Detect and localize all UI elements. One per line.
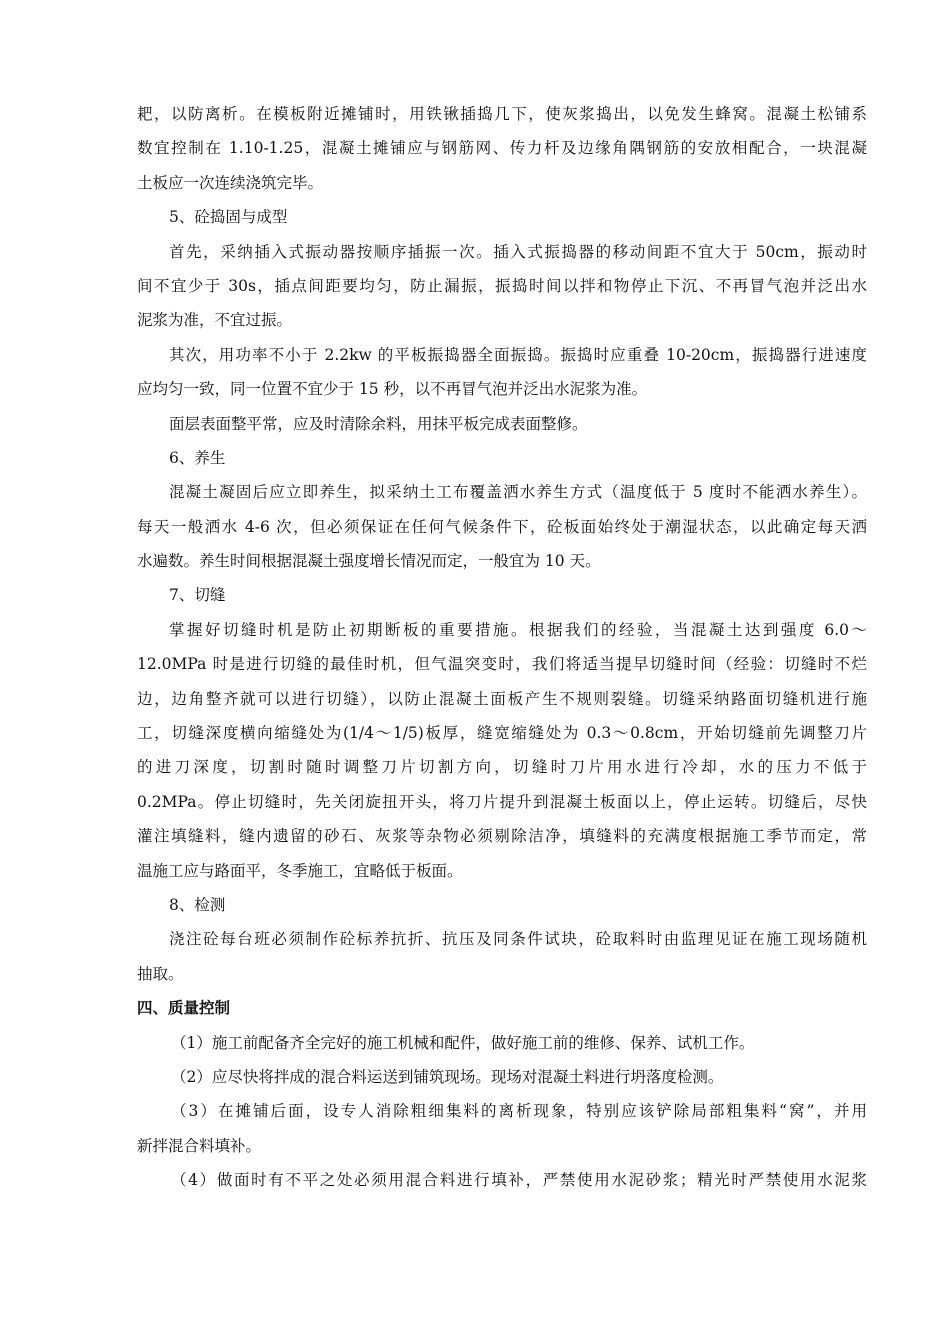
text-line: 浇注砼每台班必须制作砼标养抗折、抗压及同条件试块，砼取料时由监理见证在施工现场随机 — [169, 930, 867, 949]
text-line: 其次，用功率不小于 2.2kw 的平板振捣器全面振捣。振捣时应重叠 10-20cm，振捣器行进速度 — [169, 345, 867, 364]
text-line: 0.2MPa。停止切缝时，先关闭旋扭开头，将刀片提升到混凝土板面以上，停止运转。切缝后，尽快 — [137, 792, 867, 811]
text-line: 抽取。 — [137, 964, 184, 983]
text-line: 每天一般洒水 4-6 次，但必须保证在任何气候条件下，砼板面始终处于潮湿状态，以此确定每天洒 — [137, 517, 867, 536]
text-line: 水遍数。养生时间根据混凝土强度增长情况而定，一般宜为 10 天。 — [137, 552, 601, 571]
text-line: 掌握好切缝时机是防止初期断板的重要措施。根据我们的经验，当混凝土达到强度 6.0～ — [169, 620, 867, 639]
text-line: 首先，采纳插入式振动器按顺序插振一次。插入式振捣器的移动间距不宜大于 50cm，振动时 — [169, 242, 867, 261]
list-item: （1）施工前配备齐全完好的施工机械和配件，做好施工前的维修、保养、试机工作。 — [171, 1033, 755, 1052]
text-line: 12.0MPa 时是进行切缝的最佳时机，但气温突变时，我们将适当提早切缝时间（经验：切缝时不烂 — [137, 655, 867, 674]
text-line: 间不宜少于 30s，插点间距要均匀，防止漏振，振捣时间以拌和物停止下沉、不再冒气泡并泛出水 — [137, 276, 867, 295]
document-page — [137, 97, 867, 1198]
text-line: 的进刀深度，切割时随时调整刀片切割方向，切缝时刀片用水进行冷却，水的压力不低于 — [137, 758, 867, 777]
list-item: （2）应尽快将拌成的混合料运送到铺筑现场。现场对混凝土料进行坍落度检测。 — [171, 1067, 724, 1086]
text-line: 耙，以防离析。在模板附近摊铺时，用铁锹插捣几下，使灰浆捣出，以免发生蜂窝。混凝土松铺系 — [137, 105, 867, 123]
list-item: （4）做面时有不平之处必须用混合料进行填补，严禁使用水泥砂浆；精光时严禁使用水泥浆 — [171, 1171, 867, 1190]
text-line: 泥浆为准，不宜过振。 — [137, 311, 293, 330]
text-line: 混凝土凝固后应立即养生，拟采纳土工布覆盖洒水养生方式（温度低于 5 度时不能洒水养生）。 — [169, 483, 867, 502]
list-item: （3）在摊铺后面，设专人消除粗细集料的离析现象，特别应该铲除局部粗集料“窝”，并用 — [171, 1102, 867, 1121]
text-line: 土板应一次连续浇筑完毕。 — [137, 173, 324, 192]
subsection-title: 8、检测 — [169, 895, 226, 914]
section-title: 四、质量控制 — [137, 999, 231, 1018]
subsection-title: 6、养生 — [169, 448, 226, 467]
text-line: 温施工应与路面平，冬季施工，宜略低于板面。 — [137, 861, 463, 880]
subsection-title: 7、切缝 — [169, 586, 226, 605]
text-line: 数宜控制在 1.10-1.25，混凝土摊铺应与钢筋网、传力杆及边缘角隅钢筋的安放相配合，一块混凝 — [137, 139, 867, 158]
text-line: 灌注填缝料，缝内遗留的砂石、灰浆等杂物必须剔除洁净，填缝料的充满度根据施工季节而定，常 — [137, 827, 867, 846]
text-line: 应均匀一致，同一位置不宜少于 15 秒，以不再冒气泡并泛出水泥浆为准。 — [137, 380, 648, 399]
text-line: 边，边角整齐就可以进行切缝），以防止混凝土面板产生不规则裂缝。切缝采纳路面切缝机进行施 — [137, 689, 867, 708]
text-line: 新拌混合料填补。 — [137, 1136, 262, 1155]
subsection-title: 5、砼捣固与成型 — [169, 208, 288, 227]
text-line: 工，切缝深度横向缩缝处为(1/4～1/5)板厚，缝宽缩缝处为 0.3～0.8cm，开始切缝前先调整刀片 — [137, 724, 867, 743]
text-line: 面层表面整平常，应及时清除余料，用抹平板完成表面整修。 — [169, 414, 588, 433]
